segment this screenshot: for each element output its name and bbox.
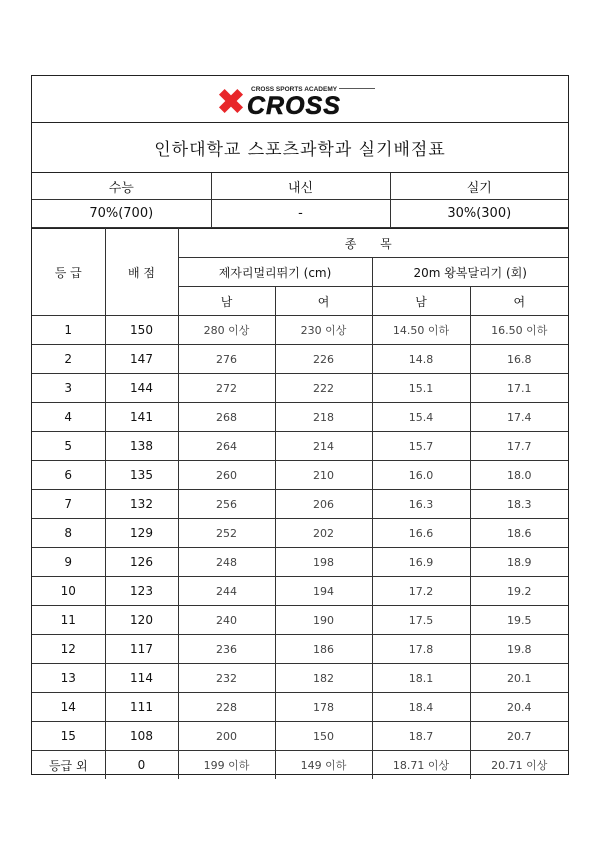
table-row (32, 548, 568, 577)
shuttle-male-cell: 17.5 (372, 606, 470, 635)
jump-male-cell: 260 (178, 461, 275, 490)
jump-male-cell: 276 (178, 345, 275, 374)
diamond-cross-icon (215, 83, 249, 117)
table-row (32, 490, 568, 519)
grade-cell: 4 (32, 403, 105, 432)
shuttle-male-cell: 17.8 (372, 635, 470, 664)
shuttle-female-cell: 17.1 (470, 374, 568, 403)
shuttle-female-cell: 17.7 (470, 432, 568, 461)
score-cell: 144 (105, 374, 178, 403)
score-cell: 141 (105, 403, 178, 432)
summary-value-suneung: 70%(700) (32, 200, 211, 228)
jump-female-cell: 226 (275, 345, 372, 374)
table-row (32, 432, 568, 461)
jump-female-cell: 202 (275, 519, 372, 548)
score-header: 배 점 (105, 229, 178, 316)
table-row (32, 345, 568, 374)
shuttle-female-cell: 16.50 이하 (470, 316, 568, 345)
jump-male-cell: 256 (178, 490, 275, 519)
score-cell: 123 (105, 577, 178, 606)
score-table (32, 228, 568, 779)
shuttle-male-cell: 18.71 이상 (372, 751, 470, 780)
logo-header (32, 76, 568, 123)
jump-female-cell: 222 (275, 374, 372, 403)
shuttle-male-cell: 15.4 (372, 403, 470, 432)
jump-female-cell: 198 (275, 548, 372, 577)
score-cell: 150 (105, 316, 178, 345)
page-title: 인하대학교 스포츠과학과 실기배점표 (32, 123, 568, 173)
weight-summary (32, 173, 568, 228)
jump-male-cell: 200 (178, 722, 275, 751)
grade-cell: 3 (32, 374, 105, 403)
jump-female-cell: 218 (275, 403, 372, 432)
jump-female-cell: 230 이상 (275, 316, 372, 345)
table-row (32, 461, 568, 490)
shuttle-male-cell: 17.2 (372, 577, 470, 606)
shuttle-male-cell: 15.1 (372, 374, 470, 403)
jump-male-cell: 272 (178, 374, 275, 403)
shuttle-female-cell: 16.8 (470, 345, 568, 374)
grade-cell: 6 (32, 461, 105, 490)
shuttle-female-cell: 17.4 (470, 403, 568, 432)
grade-header: 등 급 (32, 229, 105, 316)
table-row (32, 606, 568, 635)
female-header: 여 (275, 287, 372, 316)
table-row (32, 374, 568, 403)
table-row (32, 577, 568, 606)
table-row (32, 664, 568, 693)
shuttle-female-cell: 19.8 (470, 635, 568, 664)
male-header: 남 (178, 287, 275, 316)
table-row (32, 635, 568, 664)
score-cell: 126 (105, 548, 178, 577)
jump-male-cell: 280 이상 (178, 316, 275, 345)
table-row (32, 519, 568, 548)
jump-female-cell: 150 (275, 722, 372, 751)
summary-header-silgi: 실기 (390, 173, 568, 200)
summary-value-naesin: - (211, 200, 390, 228)
jump-female-cell: 190 (275, 606, 372, 635)
jump-male-cell: 240 (178, 606, 275, 635)
cross-logo (215, 83, 407, 117)
jump-male-cell: 248 (178, 548, 275, 577)
grade-cell: 8 (32, 519, 105, 548)
score-cell: 132 (105, 490, 178, 519)
grade-cell: 12 (32, 635, 105, 664)
shuttle-female-cell: 19.2 (470, 577, 568, 606)
jump-male-cell: 264 (178, 432, 275, 461)
events-header: 종 목 (178, 229, 568, 258)
score-cell: 129 (105, 519, 178, 548)
male-header: 남 (372, 287, 470, 316)
score-cell: 138 (105, 432, 178, 461)
table-row (32, 722, 568, 751)
jump-male-cell: 232 (178, 664, 275, 693)
table-row (32, 316, 568, 345)
jump-male-cell: 228 (178, 693, 275, 722)
jump-female-cell: 149 이하 (275, 751, 372, 780)
summary-value-silgi: 30%(300) (390, 200, 568, 228)
shuttle-male-cell: 18.4 (372, 693, 470, 722)
jump-female-cell: 186 (275, 635, 372, 664)
score-cell: 108 (105, 722, 178, 751)
score-cell: 147 (105, 345, 178, 374)
event-standing-long-jump: 제자리멀리뛰기 (cm) (178, 258, 372, 287)
summary-header-suneung: 수능 (32, 173, 211, 200)
jump-female-cell: 194 (275, 577, 372, 606)
table-row (32, 693, 568, 722)
female-header: 여 (470, 287, 568, 316)
jump-male-cell: 199 이하 (178, 751, 275, 780)
score-cell: 135 (105, 461, 178, 490)
grade-cell: 9 (32, 548, 105, 577)
grade-cell: 11 (32, 606, 105, 635)
score-cell: 111 (105, 693, 178, 722)
grade-cell: 1 (32, 316, 105, 345)
shuttle-male-cell: 16.9 (372, 548, 470, 577)
grade-cell: 13 (32, 664, 105, 693)
shuttle-male-cell: 14.8 (372, 345, 470, 374)
logo-wordmark: CROSS (247, 92, 341, 117)
shuttle-male-cell: 18.1 (372, 664, 470, 693)
jump-female-cell: 210 (275, 461, 372, 490)
table-row (32, 751, 568, 780)
shuttle-female-cell: 19.5 (470, 606, 568, 635)
shuttle-female-cell: 20.4 (470, 693, 568, 722)
grade-cell: 등급 외 (32, 751, 105, 780)
grade-cell: 15 (32, 722, 105, 751)
score-sheet (31, 75, 569, 775)
shuttle-female-cell: 20.71 이상 (470, 751, 568, 780)
score-cell: 117 (105, 635, 178, 664)
summary-header-naesin: 내신 (211, 173, 390, 200)
shuttle-male-cell: 16.0 (372, 461, 470, 490)
shuttle-female-cell: 18.3 (470, 490, 568, 519)
shuttle-female-cell: 18.6 (470, 519, 568, 548)
shuttle-male-cell: 18.7 (372, 722, 470, 751)
event-shuttle-run: 20m 왕복달리기 (회) (372, 258, 568, 287)
shuttle-male-cell: 14.50 이하 (372, 316, 470, 345)
jump-female-cell: 206 (275, 490, 372, 519)
shuttle-female-cell: 18.0 (470, 461, 568, 490)
jump-male-cell: 252 (178, 519, 275, 548)
shuttle-male-cell: 16.6 (372, 519, 470, 548)
grade-cell: 10 (32, 577, 105, 606)
score-cell: 114 (105, 664, 178, 693)
shuttle-male-cell: 15.7 (372, 432, 470, 461)
table-row (32, 403, 568, 432)
jump-female-cell: 214 (275, 432, 372, 461)
shuttle-male-cell: 16.3 (372, 490, 470, 519)
score-cell: 120 (105, 606, 178, 635)
jump-female-cell: 182 (275, 664, 372, 693)
grade-cell: 5 (32, 432, 105, 461)
score-cell: 0 (105, 751, 178, 780)
jump-male-cell: 236 (178, 635, 275, 664)
shuttle-female-cell: 20.7 (470, 722, 568, 751)
grade-cell: 2 (32, 345, 105, 374)
jump-male-cell: 268 (178, 403, 275, 432)
jump-female-cell: 178 (275, 693, 372, 722)
shuttle-female-cell: 20.1 (470, 664, 568, 693)
grade-cell: 7 (32, 490, 105, 519)
logo-tagline: CROSS SPORTS ACADEMY (251, 86, 338, 93)
grade-cell: 14 (32, 693, 105, 722)
jump-male-cell: 244 (178, 577, 275, 606)
shuttle-female-cell: 18.9 (470, 548, 568, 577)
